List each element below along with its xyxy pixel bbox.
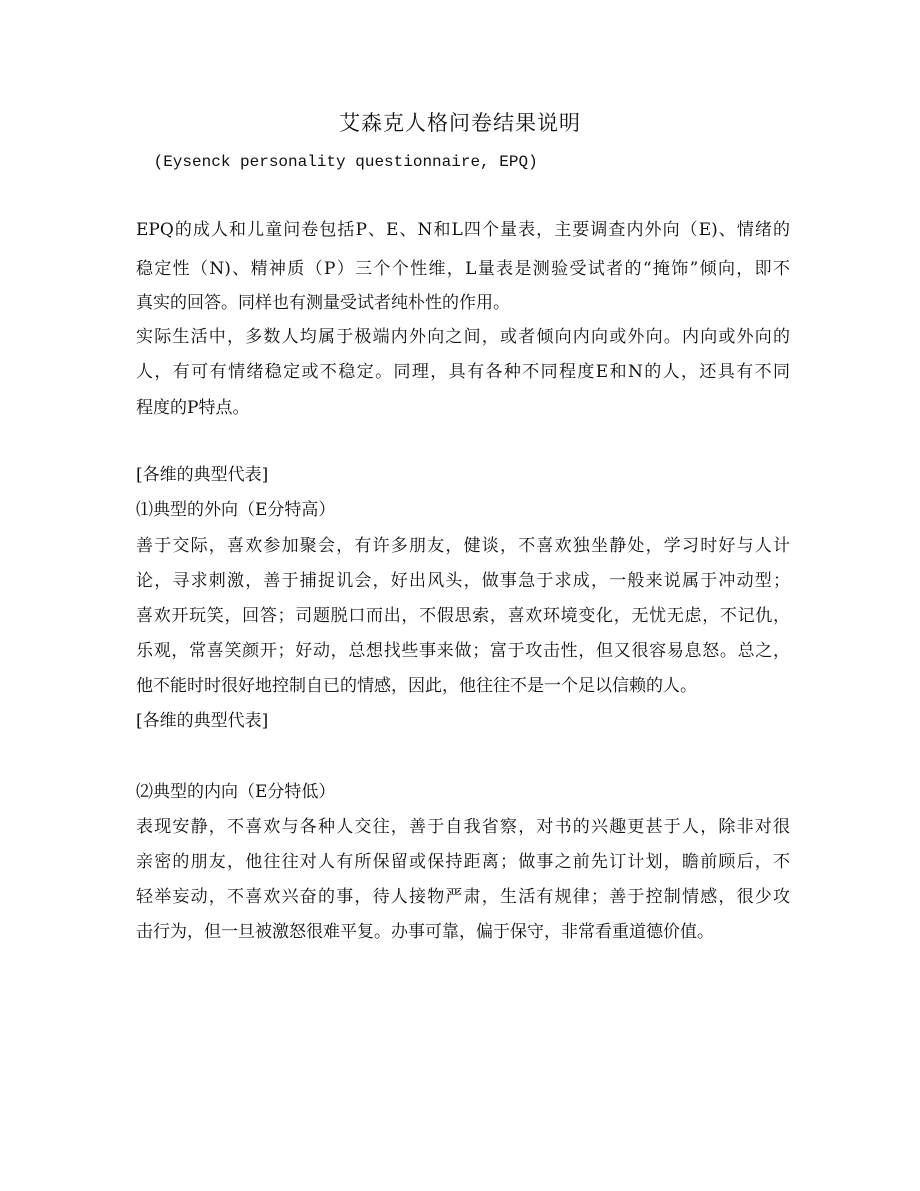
section-heading: [各维的典型代表] — [136, 465, 269, 485]
extravert-line: 喜欢开玩笑，回答；司题脱口而出，不假思索，喜欢环境变化，无忧无虑，不记仇， — [136, 606, 790, 626]
extravert-line: 论，寻求刺激，善于捕捉讥会，好出风头，做事急于求成，一般来说属于冲动型； — [136, 571, 790, 591]
intro-line: 稳定性（N)、精神质（P）三个个性维，L量表是测验受试者的“掩饰”倾向，即不 — [136, 259, 790, 279]
introvert-line: 表现安静，不喜欢与各种人交往，善于自我省察，对书的兴趣更甚于人，除非对很 — [136, 817, 790, 837]
intro-line: EPQ的成人和儿童问卷包括P、E、N和L四个量表，主要调查内外向（E)、情绪的 — [136, 220, 790, 240]
introvert-line: 亲密的朋友，他往往对人有所保留或保持距离；做事之前先订计划，瞻前顾后，不 — [136, 852, 790, 872]
extravert-line: 他不能时时很好地控制自已的情感，因此，他往往不是一个足以信赖的人。 — [136, 676, 697, 696]
introvert-line: 轻举妄动，不喜欢兴奋的事，待人接物严肃，生活有规律；善于控制情感，很少攻 — [136, 887, 790, 907]
section-heading: [各维的典型代表] — [136, 711, 269, 731]
document-title: 艾森克人格问卷结果说明 — [339, 111, 581, 135]
extravert-line: 善于交际，喜欢参加聚会，有许多朋友，健谈，不喜欢独坐静处，学习时好与人计 — [136, 536, 790, 556]
intro-line: 人，有可有情绪稳定或不稳定。同理，具有各种不同程度E和N的人，还具有不同 — [136, 362, 790, 382]
introvert-line: 击行为，但一旦被激怒很难平复。办事可靠，偏于保守，非常看重道德价值。 — [136, 922, 714, 942]
intro-line: 真实的回答。同样也有测量受试者纯朴性的作用。 — [136, 293, 510, 313]
document-subtitle: (Eysenck personality questionnaire, EPQ) — [144, 153, 538, 171]
intro-line: 程度的P特点。 — [136, 398, 250, 418]
extravert-line: 乐观，常喜笑颜开；好动，总想找些事来做；富于攻击性，但又很容易息怒。总之， — [136, 641, 790, 661]
introvert-heading: ⑵典型的内向（E分特低） — [136, 782, 336, 802]
intro-line: 实际生活中，多数人均属于极端内外向之间，或者倾向内向或外向。内向或外向的 — [136, 327, 790, 347]
extravert-heading: ⑴典型的外向（E分特高） — [136, 500, 336, 520]
